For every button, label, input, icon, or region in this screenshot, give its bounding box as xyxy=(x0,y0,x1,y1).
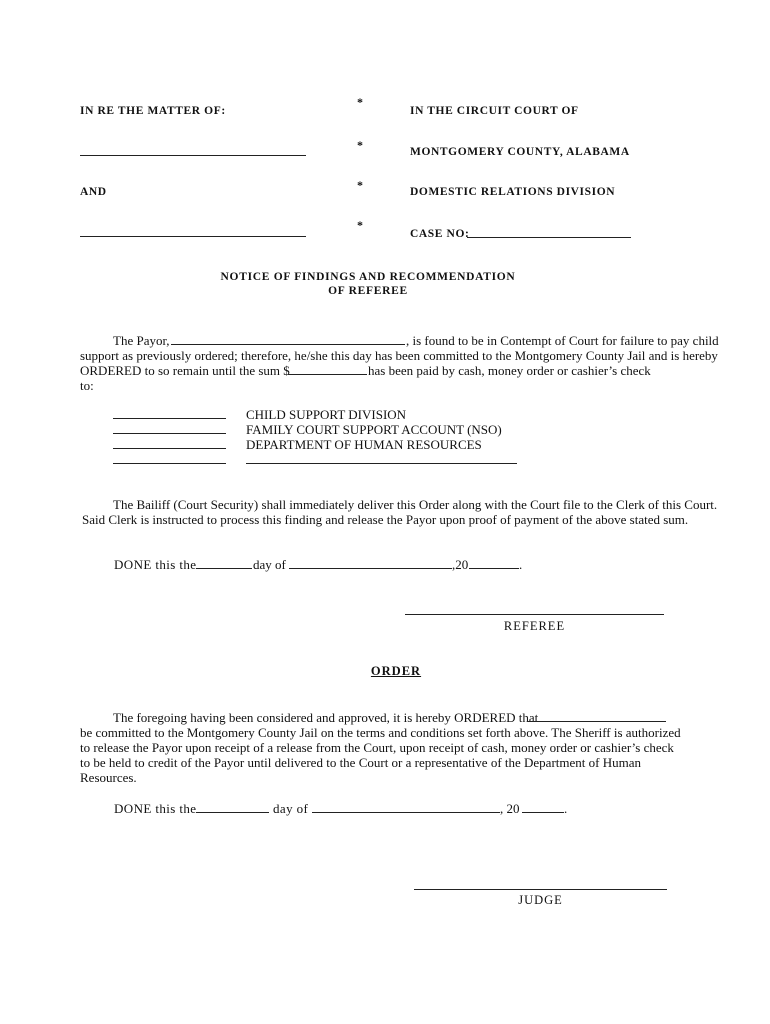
contempt-line4: to: xyxy=(80,378,94,393)
payee-child-support: CHILD SUPPORT DIVISION xyxy=(246,407,407,422)
order-line1: The foregoing having been considered and approved, it is hereby ORDERED that xyxy=(113,710,539,725)
payor-suffix: , is found to be in Contempt of Court for failure to pay child xyxy=(406,333,719,348)
in-re-label: IN RE THE MATTER OF: xyxy=(80,105,226,117)
payor-name-blank[interactable] xyxy=(171,344,405,345)
done2-period: . xyxy=(564,801,568,816)
contempt-line3-suffix: has been paid by cash, money order or cashier’s check xyxy=(368,363,651,378)
order-heading: ORDER xyxy=(370,664,422,678)
payee-family-court: FAMILY COURT SUPPORT ACCOUNT (NSO) xyxy=(246,422,502,437)
bailiff-line1: The Bailiff (Court Security) shall immediately deliver this Order along with the Court file to the Clerk of this Court. xyxy=(113,497,718,512)
notice-title-line1: NOTICE OF FINDINGS AND RECOMMENDATION xyxy=(220,271,516,283)
judge-signature-line[interactable] xyxy=(414,889,667,890)
done2-twenty: , 20 xyxy=(500,801,520,816)
notice-title-line2: OF REFEREE xyxy=(328,285,408,297)
done1-day-blank[interactable] xyxy=(196,568,252,569)
sum-blank[interactable] xyxy=(288,374,367,375)
referee-label: REFEREE xyxy=(503,619,566,633)
order-name-blank[interactable] xyxy=(527,721,666,722)
done1-day-of: day of xyxy=(253,557,286,572)
done2-label: DONE this the xyxy=(114,801,197,816)
party-one-blank[interactable] xyxy=(80,155,306,156)
circuit-court-label: IN THE CIRCUIT COURT OF xyxy=(410,105,579,117)
county-label: MONTGOMERY COUNTY, ALABAMA xyxy=(410,146,630,158)
bailiff-line2: Said Clerk is instructed to process this finding and release the Payor upon proof of payment of the above stated sum. xyxy=(82,512,689,527)
referee-signature-line[interactable] xyxy=(405,614,664,615)
contempt-line2: support as previously ordered; therefore, he/she this day has been committed to the Montgomery County Jail and is hereby xyxy=(80,348,718,363)
case-no-label: CASE NO: xyxy=(410,228,470,240)
case-no-blank[interactable] xyxy=(467,237,631,238)
caption-star-3: * xyxy=(357,178,363,192)
payee-check-blank-4[interactable] xyxy=(113,463,226,464)
division-label: DOMESTIC RELATIONS DIVISION xyxy=(410,186,616,198)
done2-day-of: day of xyxy=(273,801,309,816)
done1-twenty: ,20 xyxy=(452,557,469,572)
done2-day-blank[interactable] xyxy=(196,812,269,813)
done1-month-blank[interactable] xyxy=(289,568,452,569)
and-label: AND xyxy=(80,186,107,198)
done2-month-blank[interactable] xyxy=(312,812,500,813)
contempt-line3-prefix: ORDERED to so remain until the sum $ xyxy=(80,363,290,378)
payee-dhr: DEPARTMENT OF HUMAN RESOURCES xyxy=(246,437,482,452)
payee-other-blank[interactable] xyxy=(246,463,517,464)
order-line5: Resources. xyxy=(80,770,137,785)
done1-label: DONE this the xyxy=(114,557,197,572)
order-line2: be committed to the Montgomery County Jail on the terms and conditions set forth above. The Sheriff is authorized xyxy=(80,725,681,740)
order-line3: to release the Payor upon receipt of a release from the Court, upon receipt of cash, money order or cashier’s check xyxy=(80,740,674,755)
judge-label: JUDGE xyxy=(518,893,563,907)
done1-year-blank[interactable] xyxy=(469,568,519,569)
party-two-blank[interactable] xyxy=(80,236,306,237)
order-line4: to be held to credit of the Payor until delivered to the Court or a representative of the Department of Human xyxy=(80,755,641,770)
payee-check-blank-2[interactable] xyxy=(113,433,226,434)
payor-prefix: The Payor, xyxy=(113,333,170,348)
caption-star-2: * xyxy=(357,138,363,152)
payee-check-blank-1[interactable] xyxy=(113,418,226,419)
done1-period: . xyxy=(519,557,523,572)
caption-star-4: * xyxy=(357,218,363,232)
caption-star-1: * xyxy=(357,95,363,109)
done2-year-blank[interactable] xyxy=(522,812,564,813)
payee-check-blank-3[interactable] xyxy=(113,448,226,449)
